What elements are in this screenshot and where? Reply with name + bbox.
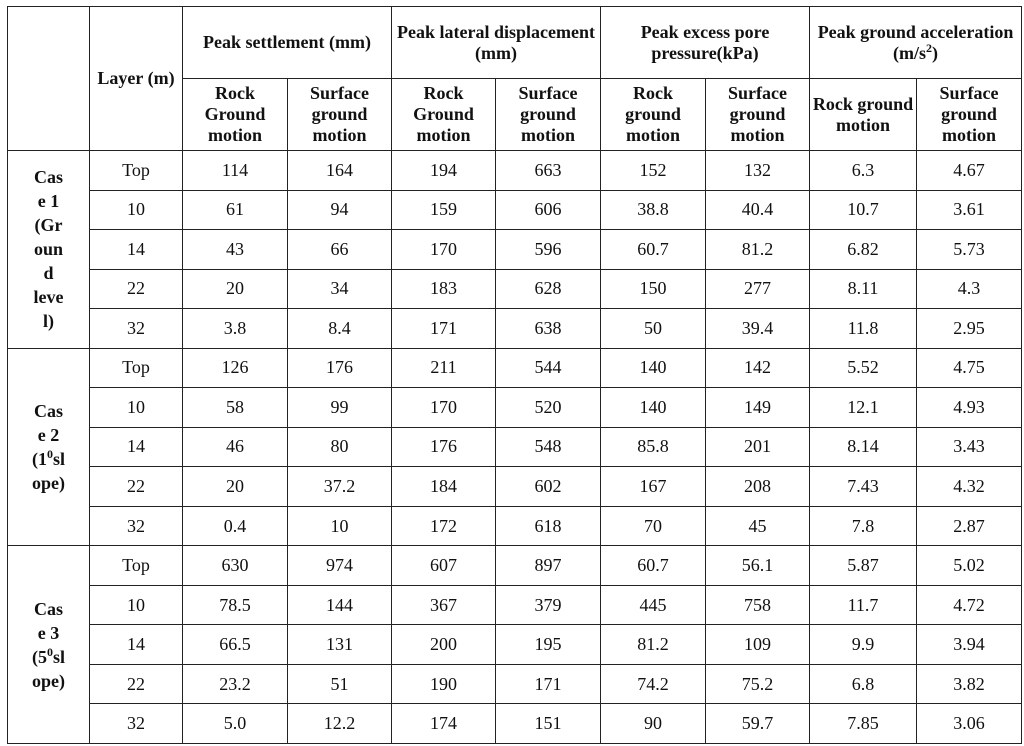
value-cell: 90 [601, 704, 706, 744]
value-cell: 445 [601, 585, 706, 625]
subheader: Rock Ground motion [183, 79, 288, 151]
layer-cell: 22 [90, 269, 183, 309]
value-cell: 5.87 [810, 546, 917, 586]
value-cell: 367 [392, 585, 496, 625]
case-label-line: Cas [33, 598, 63, 619]
case-label-line: e 3 [37, 622, 60, 643]
value-cell: 38.8 [601, 190, 706, 230]
value-cell: 176 [288, 348, 392, 388]
value-cell: 4.32 [917, 467, 1022, 507]
value-cell: 59.7 [706, 704, 810, 744]
value-cell: 5.52 [810, 348, 917, 388]
value-cell: 7.85 [810, 704, 917, 744]
value-cell: 544 [496, 348, 601, 388]
case-label-cell [8, 348, 90, 546]
value-cell: 520 [496, 388, 601, 428]
value-cell: 8.11 [810, 269, 917, 309]
value-cell: 211 [392, 348, 496, 388]
subheader: Surface ground motion [288, 79, 392, 151]
group-header-suffix: ) [932, 42, 939, 63]
value-cell: 66.5 [183, 625, 288, 665]
value-cell: 144 [288, 585, 392, 625]
value-cell: 176 [392, 427, 496, 467]
value-cell: 4.93 [917, 388, 1022, 428]
value-cell: 0.4 [183, 506, 288, 546]
value-cell: 9.9 [810, 625, 917, 665]
layer-cell: Top [90, 151, 183, 191]
value-cell: 132 [706, 151, 810, 191]
value-cell: 85.8 [601, 427, 706, 467]
group-header-label: Peak lateral displacement (mm) [397, 21, 595, 63]
value-cell: 638 [496, 309, 601, 349]
value-cell: 3.61 [917, 190, 1022, 230]
value-cell: 170 [392, 388, 496, 428]
value-cell: 208 [706, 467, 810, 507]
value-cell: 200 [392, 625, 496, 665]
layer-cell: 10 [90, 585, 183, 625]
table-row [8, 151, 1022, 191]
value-cell: 151 [496, 704, 601, 744]
value-cell: 7.43 [810, 467, 917, 507]
value-cell: 758 [706, 585, 810, 625]
unit-superscript: 2 [926, 40, 933, 55]
value-cell: 37.2 [288, 467, 392, 507]
table-row [8, 664, 1022, 704]
layer-cell: Top [90, 546, 183, 586]
value-cell: 194 [392, 151, 496, 191]
value-cell: 81.2 [706, 230, 810, 270]
value-cell: 81.2 [601, 625, 706, 665]
value-cell: 5.73 [917, 230, 1022, 270]
table-container [7, 6, 1021, 744]
value-cell: 4.67 [917, 151, 1022, 191]
value-cell: 150 [601, 269, 706, 309]
value-cell: 618 [496, 506, 601, 546]
group-header-label: Peak ground acceleration (m/s [817, 21, 1014, 63]
value-cell: 630 [183, 546, 288, 586]
value-cell: 607 [392, 546, 496, 586]
group-header-label: Peak excess pore pressure(kPa) [640, 21, 770, 63]
value-cell: 126 [183, 348, 288, 388]
case-label-cell [8, 546, 90, 744]
case-label-line: leve [33, 287, 64, 308]
value-cell: 99 [288, 388, 392, 428]
case-label-line: oun [33, 239, 64, 260]
value-cell: 10 [288, 506, 392, 546]
group-header-pore-pressure [601, 7, 810, 79]
value-cell: 190 [392, 664, 496, 704]
value-cell: 3.43 [917, 427, 1022, 467]
value-cell: 596 [496, 230, 601, 270]
value-cell: 174 [392, 704, 496, 744]
value-cell: 152 [601, 151, 706, 191]
value-cell: 10.7 [810, 190, 917, 230]
table-row [8, 506, 1022, 546]
value-cell: 7.8 [810, 506, 917, 546]
value-cell: 170 [392, 230, 496, 270]
value-cell: 43 [183, 230, 288, 270]
subheader: Rock Ground motion [392, 79, 496, 151]
value-cell: 628 [496, 269, 601, 309]
value-cell: 201 [706, 427, 810, 467]
layer-cell: 10 [90, 190, 183, 230]
value-cell: 171 [496, 664, 601, 704]
value-cell: 80 [288, 427, 392, 467]
value-cell: 75.2 [706, 664, 810, 704]
group-header-label: Peak settlement (mm) [203, 32, 371, 52]
value-cell: 34 [288, 269, 392, 309]
value-cell: 11.7 [810, 585, 917, 625]
value-cell: 8.4 [288, 309, 392, 349]
group-header-acceleration [810, 7, 1022, 79]
table-row [8, 190, 1022, 230]
subheader: Rock ground motion [601, 79, 706, 151]
subheader: Rock ground motion [810, 79, 917, 151]
case-label-line: e 1 [37, 191, 60, 212]
value-cell: 184 [392, 467, 496, 507]
value-cell: 40.4 [706, 190, 810, 230]
value-cell: 12.2 [288, 704, 392, 744]
degree-superscript: 0 [46, 446, 53, 461]
value-cell: 3.06 [917, 704, 1022, 744]
value-cell: 74.2 [601, 664, 706, 704]
case-label-cell [8, 151, 90, 349]
value-cell: 379 [496, 585, 601, 625]
value-cell: 164 [288, 151, 392, 191]
case-label-line: ope) [32, 472, 65, 493]
value-cell: 974 [288, 546, 392, 586]
value-cell: 195 [496, 625, 601, 665]
group-header-lateral [392, 7, 601, 79]
case-label-line: ($1^0sl$ [31, 446, 65, 469]
table-row [8, 269, 1022, 309]
value-cell: 60.7 [601, 230, 706, 270]
header-row-groups [8, 7, 1022, 79]
value-cell: 3.8 [183, 309, 288, 349]
results-table [7, 6, 1022, 744]
value-cell: 60.7 [601, 546, 706, 586]
value-cell: 548 [496, 427, 601, 467]
value-cell: 131 [288, 625, 392, 665]
value-cell: 142 [706, 348, 810, 388]
case-label-line: Cas [33, 167, 63, 188]
value-cell: 20 [183, 269, 288, 309]
layer-cell: Top [90, 348, 183, 388]
value-cell: 897 [496, 546, 601, 586]
value-cell: 171 [392, 309, 496, 349]
table-row [8, 467, 1022, 507]
case-label-line: e 2 [37, 424, 60, 445]
value-cell: 3.82 [917, 664, 1022, 704]
value-cell: 51 [288, 664, 392, 704]
case-label-line: d [43, 263, 54, 284]
value-cell: 109 [706, 625, 810, 665]
value-cell: 167 [601, 467, 706, 507]
value-cell: 606 [496, 190, 601, 230]
case-label-line: ($5^0sl$ [31, 644, 65, 667]
value-cell: 8.14 [810, 427, 917, 467]
value-cell: 140 [601, 388, 706, 428]
subheader: Surface ground motion [917, 79, 1022, 151]
subheader: Surface ground motion [706, 79, 810, 151]
layer-cell: 32 [90, 309, 183, 349]
value-cell: 5.0 [183, 704, 288, 744]
case-label-line: (Gr [34, 215, 63, 236]
value-cell: 78.5 [183, 585, 288, 625]
layer-cell: 10 [90, 388, 183, 428]
degree-superscript: 0 [46, 644, 53, 659]
value-cell: 56.1 [706, 546, 810, 586]
value-cell: 23.2 [183, 664, 288, 704]
case-label-line: ope) [32, 670, 65, 691]
value-cell: 6.3 [810, 151, 917, 191]
case-label-line: Cas [33, 400, 63, 421]
value-cell: 4.72 [917, 585, 1022, 625]
table-body [8, 151, 1022, 744]
table-row [8, 230, 1022, 270]
value-cell: 159 [392, 190, 496, 230]
layer-cell: 14 [90, 230, 183, 270]
value-cell: 12.1 [810, 388, 917, 428]
value-cell: 46 [183, 427, 288, 467]
value-cell: 2.87 [917, 506, 1022, 546]
value-cell: 602 [496, 467, 601, 507]
value-cell: 11.8 [810, 309, 917, 349]
value-cell: 4.75 [917, 348, 1022, 388]
value-cell: 66 [288, 230, 392, 270]
subheader: Surface ground motion [496, 79, 601, 151]
layer-cell: 22 [90, 467, 183, 507]
table-row [8, 388, 1022, 428]
table-row [8, 585, 1022, 625]
value-cell: 61 [183, 190, 288, 230]
table-row [8, 348, 1022, 388]
layer-cell: 32 [90, 506, 183, 546]
value-cell: 58 [183, 388, 288, 428]
layer-cell: 14 [90, 625, 183, 665]
corner-cell [8, 7, 90, 151]
value-cell: 663 [496, 151, 601, 191]
table-row [8, 309, 1022, 349]
table-row [8, 427, 1022, 467]
table-row [8, 546, 1022, 586]
value-cell: 94 [288, 190, 392, 230]
value-cell: 39.4 [706, 309, 810, 349]
case-label-line: l) [43, 311, 54, 332]
value-cell: 3.94 [917, 625, 1022, 665]
value-cell: 172 [392, 506, 496, 546]
layer-header: Layer (m) [90, 7, 183, 151]
layer-cell: 14 [90, 427, 183, 467]
value-cell: 50 [601, 309, 706, 349]
value-cell: 2.95 [917, 309, 1022, 349]
value-cell: 6.8 [810, 664, 917, 704]
group-header-settlement [183, 7, 392, 79]
value-cell: 5.02 [917, 546, 1022, 586]
table-row [8, 704, 1022, 744]
value-cell: 114 [183, 151, 288, 191]
layer-cell: 32 [90, 704, 183, 744]
value-cell: 45 [706, 506, 810, 546]
value-cell: 20 [183, 467, 288, 507]
layer-cell: 22 [90, 664, 183, 704]
value-cell: 183 [392, 269, 496, 309]
value-cell: 140 [601, 348, 706, 388]
value-cell: 70 [601, 506, 706, 546]
value-cell: 149 [706, 388, 810, 428]
value-cell: 277 [706, 269, 810, 309]
value-cell: 4.3 [917, 269, 1022, 309]
value-cell: 6.82 [810, 230, 917, 270]
table-row [8, 625, 1022, 665]
